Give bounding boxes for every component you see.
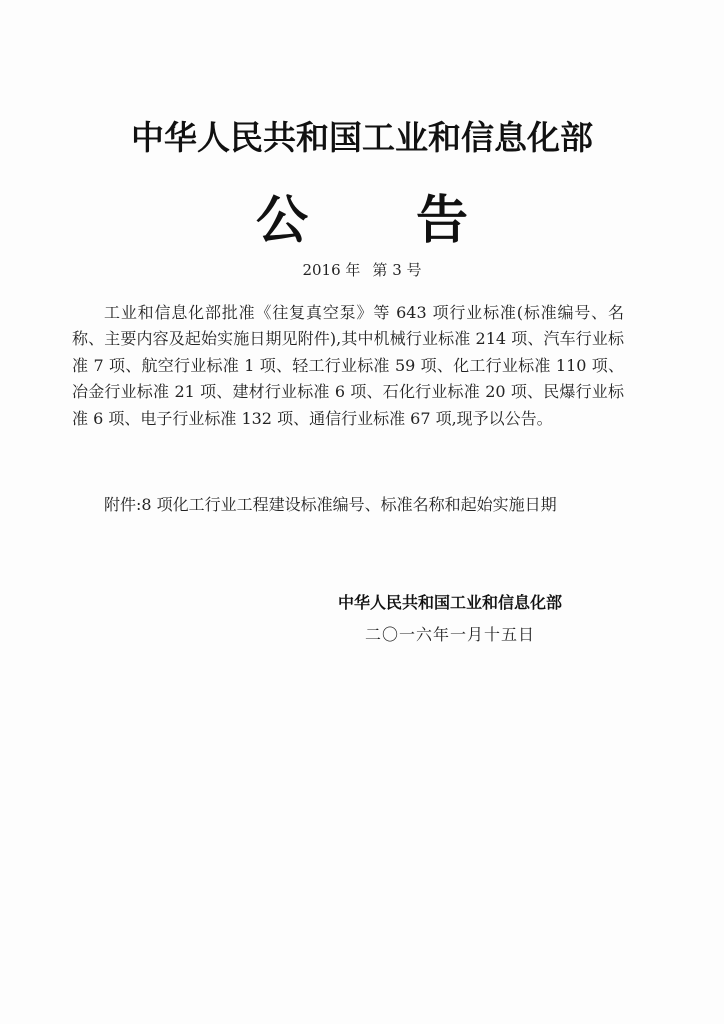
attachment-note: 附件:8 项化工行业工程建设标准编号、标准名称和起始实施日期	[104, 495, 557, 514]
notice-title	[0, 178, 724, 253]
document-year: 2016 年	[302, 261, 361, 279]
document-serial: 第 3 号	[372, 261, 422, 279]
signature-issuer: 中华人民共和国工业和信息化部	[337, 593, 562, 612]
notice-title-char-1: 公	[255, 190, 308, 251]
issuer-heading: 中华人民共和国工业和信息化部	[131, 118, 593, 157]
body-paragraph: 工业和信息化部批准《往复真空泵》等 643 项行业标准(标准编号、名称、主要内容及起始实施日期见附件),其中机械行业标准 214 项、汽车行业标准 7 项、航空行业标准 1 项、轻工行业标准 59 项、化工行业标准 110 项、冶金行业标准 21 项、建材行业标准 6 项、石化行业标准 20 项、民爆行业标准 6 项、电子行业标准 132 项、通信行业标准 67 项,现予以公告。	[72, 303, 624, 428]
signature-date: 二〇一六年一月十五日	[364, 625, 535, 644]
document-number	[0, 259, 724, 280]
notice-title-char-2: 告	[416, 190, 469, 251]
